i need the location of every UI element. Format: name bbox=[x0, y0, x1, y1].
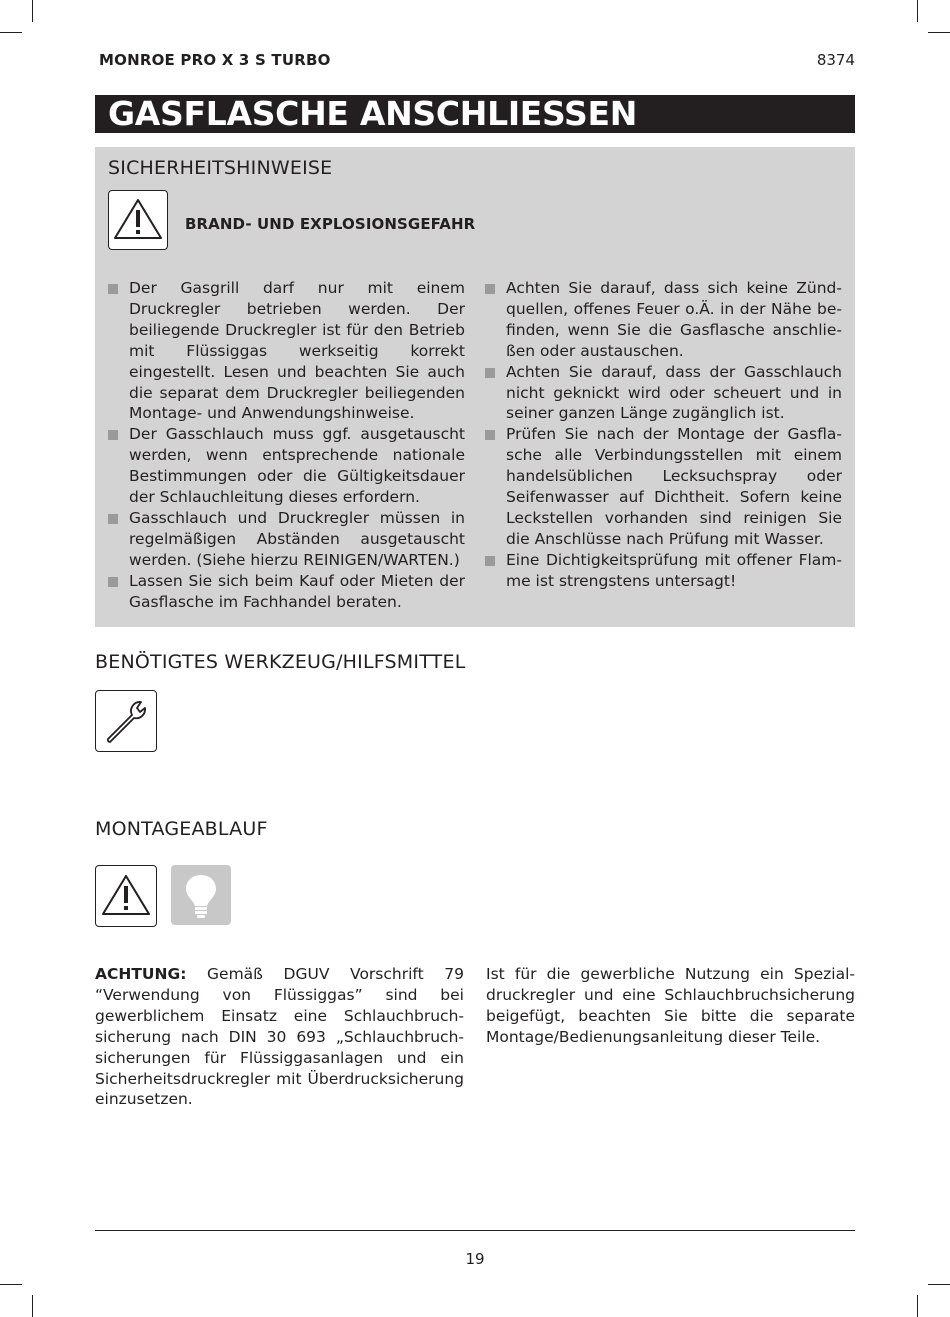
list-item: Gasschlauch und Druckregler müssen in regelmäßigen Abständen ausgetauscht werden. (Siehe hierzu REINIGEN/WARTEN.) bbox=[108, 508, 465, 571]
light-bulb-icon bbox=[171, 865, 231, 925]
header-model-name: MONROE PRO X 3 S TURBO bbox=[99, 51, 331, 69]
warning-triangle-icon bbox=[108, 190, 168, 250]
warning-label: ACHTUNG: bbox=[95, 965, 187, 983]
crop-mark bbox=[0, 32, 22, 33]
list-item: Achten Sie darauf, dass sich keine Zündquellen, offenes Feuer o.Ä. in der Nähe befinden, wenn Sie die Gasflasche anschließen oder austauschen. bbox=[485, 278, 842, 362]
list-item: Eine Dichtigkeitsprüfung mit offener Flamme ist strengstens untersagt! bbox=[485, 550, 842, 592]
crop-mark bbox=[928, 32, 950, 33]
list-item: Der Gasschlauch muss ggf. ausgetauscht werden, wenn entsprechende nationale Bestimmungen oder die Gültigkeitsdauer der Schlauchleitung dieses erfordern. bbox=[108, 424, 465, 508]
safety-notice-box bbox=[95, 147, 855, 627]
tools-heading: BENÖTIGTES WERKZEUG/HILFSMITTEL bbox=[95, 651, 466, 673]
crop-mark bbox=[928, 1284, 950, 1285]
crop-mark bbox=[32, 1295, 33, 1317]
safety-list-left bbox=[108, 278, 465, 613]
footer-divider bbox=[95, 1230, 855, 1231]
page-number: 19 bbox=[465, 1250, 485, 1268]
crop-mark bbox=[917, 0, 918, 22]
safety-list-right bbox=[485, 278, 842, 592]
crop-mark bbox=[32, 0, 33, 22]
list-item: Der Gasgrill darf nur mit einem Druckregler betrieben werden. Der beiliegende Druckregler ist für den Betrieb mit Flüssiggas werkseitig korrekt eingestellt. Lesen und beachten Sie auch die separat dem Druckregler beiliegenden Montage- und Anwendungshinweise. bbox=[108, 278, 465, 424]
assembly-info-text: Ist für die gewerbliche Nutzung ein Spezialdruckregler und eine Schlauchbruchsicherung beigefügt, beachten Sie bitte die separate Montage/Bedienungsanleitung dieser Teile. bbox=[486, 965, 855, 1046]
crop-mark bbox=[0, 1284, 22, 1285]
assembly-heading: MONTAGEABLAUF bbox=[95, 818, 268, 840]
warning-triangle-icon bbox=[95, 865, 157, 927]
list-item: Prüfen Sie nach der Montage der Gasflasche alle Verbindungsstellen mit einem handelsüblichen Lecksuchspray oder Seifenwasser auf Dichtheit. Sofern keine Leckstellen vorhanden sind reinigen Sie die Anschlüsse nach Prüfung mit Wasser. bbox=[485, 424, 842, 549]
list-item: Achten Sie darauf, dass der Gasschlauch nicht geknickt wird oder scheuert und in seiner ganzen Länge zugänglich ist. bbox=[485, 362, 842, 425]
header-article-number: 8374 bbox=[816, 51, 855, 69]
page-title: GASFLASCHE ANSCHLIESSEN bbox=[95, 95, 855, 133]
wrench-icon bbox=[95, 690, 157, 752]
assembly-warning-text bbox=[95, 964, 464, 1110]
crop-mark bbox=[917, 1295, 918, 1317]
danger-label: BRAND- UND EXPLOSIONSGEFAHR bbox=[185, 215, 476, 233]
warning-body: Gemäß DGUV Vorschrift 79 “Verwendung von Flüssiggas” sind bei gewerblichem Einsatz eine Schlauchbruchsicherung nach DIN 30 693 „Schlauchbruchsicherungen für Flüssiggasanlagen und ein Sicherheitsdruckregler mit Überdrucksicherung einzusetzen. bbox=[95, 965, 464, 1109]
safety-heading: SICHERHEITSHINWEISE bbox=[108, 157, 333, 179]
list-item: Lassen Sie sich beim Kauf oder Mieten der Gasflasche im Fachhandel beraten. bbox=[108, 571, 465, 613]
